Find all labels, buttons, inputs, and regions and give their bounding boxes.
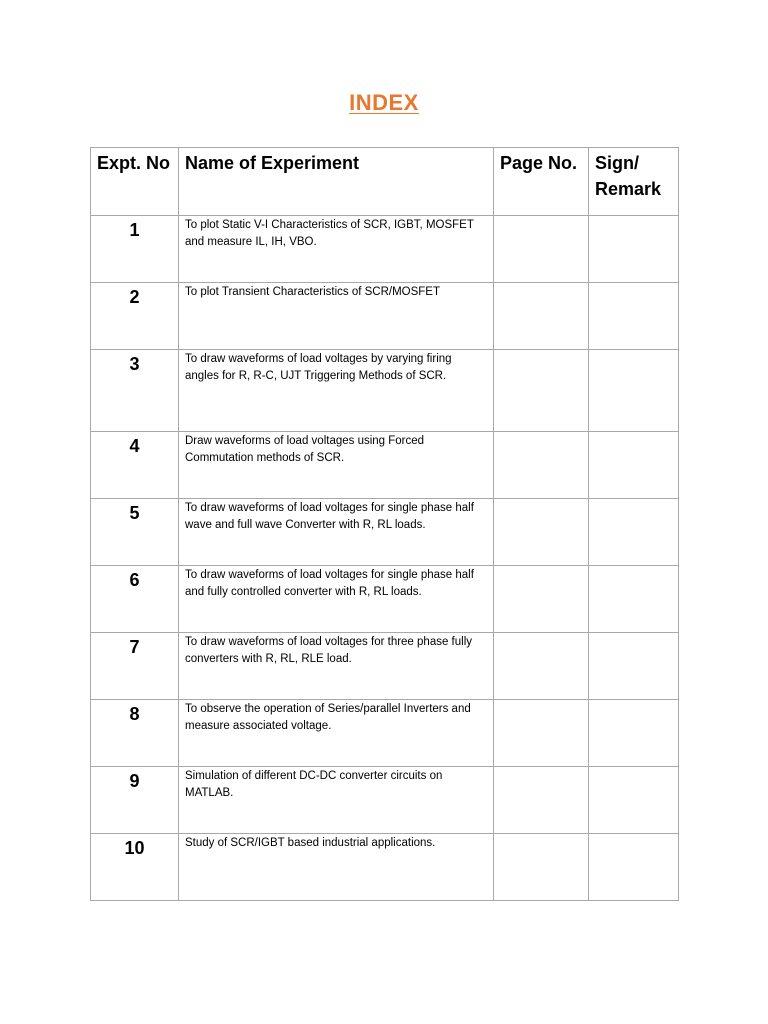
expt-no-cell: 2: [91, 283, 179, 350]
sign-cell: [589, 566, 679, 633]
table-row: [91, 350, 679, 432]
page-no-cell: [494, 566, 589, 633]
expt-no-cell: 6: [91, 566, 179, 633]
page-title: [0, 90, 768, 116]
index-table: [90, 147, 679, 901]
sign-cell: [589, 216, 679, 283]
table-row: [91, 700, 679, 767]
expt-no-cell: 8: [91, 700, 179, 767]
sign-cell: [589, 350, 679, 432]
page-no-cell: [494, 834, 589, 901]
sign-cell: [589, 700, 679, 767]
sign-cell: [589, 767, 679, 834]
expt-no-cell: 10: [91, 834, 179, 901]
table-row: [91, 767, 679, 834]
sign-cell: [589, 499, 679, 566]
header-name: Name of Experiment: [179, 148, 494, 216]
sign-cell: [589, 834, 679, 901]
page-no-cell: [494, 633, 589, 700]
sign-cell: [589, 633, 679, 700]
expt-no-cell: 3: [91, 350, 179, 432]
experiment-name-cell: To draw waveforms of load voltages for single phase half wave and full wave Converter with R, RL loads.: [179, 499, 494, 566]
experiment-name-cell: Simulation of different DC-DC converter circuits on MATLAB.: [179, 767, 494, 834]
table-row: [91, 633, 679, 700]
experiment-name-cell: Study of SCR/IGBT based industrial applications.: [179, 834, 494, 901]
experiment-name-cell: To draw waveforms of load voltages by varying firing angles for R, R-C, UJT Triggering Methods of SCR.: [179, 350, 494, 432]
table-row: [91, 499, 679, 566]
table-row: [91, 834, 679, 901]
header-sign: Sign/ Remark: [589, 148, 679, 216]
experiment-name-cell: To observe the operation of Series/parallel Inverters and measure associated voltage.: [179, 700, 494, 767]
page-no-cell: [494, 700, 589, 767]
expt-no-cell: 7: [91, 633, 179, 700]
header-page-no: Page No.: [494, 148, 589, 216]
page-no-cell: [494, 499, 589, 566]
header-expt-no: Expt. No: [91, 148, 179, 216]
page-no-cell: [494, 216, 589, 283]
table-row: [91, 283, 679, 350]
page-no-cell: [494, 283, 589, 350]
header-row: [91, 148, 679, 216]
table-row: [91, 566, 679, 633]
page-title-text: INDEX: [349, 90, 419, 115]
page-no-cell: [494, 432, 589, 499]
experiment-name-cell: To draw waveforms of load voltages for single phase half and fully controlled converter with R, RL loads.: [179, 566, 494, 633]
experiment-name-cell: To plot Static V-I Characteristics of SCR, IGBT, MOSFET and measure IL, IH, VBO.: [179, 216, 494, 283]
experiment-name-cell: Draw waveforms of load voltages using Forced Commutation methods of SCR.: [179, 432, 494, 499]
sign-cell: [589, 432, 679, 499]
table-row: [91, 216, 679, 283]
expt-no-cell: 5: [91, 499, 179, 566]
page-no-cell: [494, 767, 589, 834]
expt-no-cell: 1: [91, 216, 179, 283]
expt-no-cell: 4: [91, 432, 179, 499]
sign-cell: [589, 283, 679, 350]
table-row: [91, 432, 679, 499]
experiment-name-cell: To plot Transient Characteristics of SCR/MOSFET: [179, 283, 494, 350]
expt-no-cell: 9: [91, 767, 179, 834]
page-no-cell: [494, 350, 589, 432]
experiment-name-cell: To draw waveforms of load voltages for three phase fully converters with R, RL, RLE load.: [179, 633, 494, 700]
